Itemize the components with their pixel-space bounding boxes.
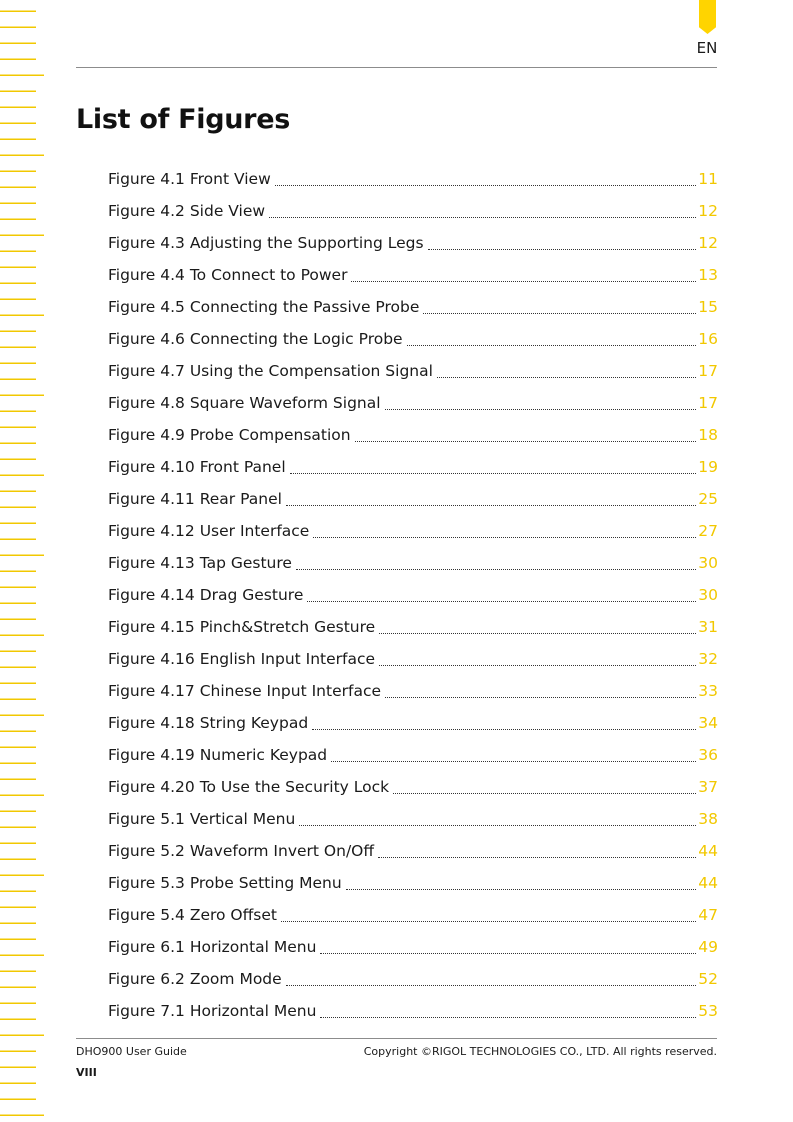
figure-entry-label: Figure 6.1 Horizontal Menu bbox=[108, 938, 317, 956]
figure-entry-label: Figure 6.2 Zoom Mode bbox=[108, 970, 282, 988]
figure-list-entry[interactable] bbox=[108, 454, 718, 486]
dot-leader bbox=[385, 696, 696, 698]
dot-leader bbox=[351, 280, 696, 282]
dot-leader bbox=[407, 344, 696, 346]
figure-list-entry[interactable] bbox=[108, 550, 718, 582]
figure-entry-page-link[interactable]: 30 bbox=[698, 586, 718, 604]
figure-list-entry[interactable] bbox=[108, 230, 718, 262]
dot-leader bbox=[307, 600, 696, 602]
figure-list-entry[interactable] bbox=[108, 806, 718, 838]
figure-entry-label: Figure 4.20 To Use the Security Lock bbox=[108, 778, 390, 796]
dot-leader bbox=[331, 760, 696, 762]
figure-entry-page-link[interactable]: 49 bbox=[698, 938, 718, 956]
dot-leader bbox=[269, 216, 696, 218]
dot-leader bbox=[379, 632, 696, 634]
dot-leader bbox=[378, 856, 696, 858]
figure-list-entry[interactable] bbox=[108, 646, 718, 678]
figure-entry-label: Figure 5.2 Waveform Invert On/Off bbox=[108, 842, 375, 860]
figure-entry-label: Figure 4.4 To Connect to Power bbox=[108, 266, 348, 284]
figure-entry-page-link[interactable]: 30 bbox=[698, 554, 718, 572]
figure-list bbox=[108, 166, 718, 1030]
dot-leader bbox=[385, 408, 696, 410]
figure-entry-page-link[interactable]: 13 bbox=[698, 266, 718, 284]
figure-entry-page-link[interactable]: 15 bbox=[698, 298, 718, 316]
dot-leader bbox=[379, 664, 696, 666]
language-code: EN bbox=[696, 39, 718, 57]
page-title: List of Figures bbox=[76, 104, 290, 135]
figure-list-entry[interactable] bbox=[108, 486, 718, 518]
dot-leader bbox=[428, 248, 696, 250]
figure-entry-label: Figure 4.14 Drag Gesture bbox=[108, 586, 304, 604]
side-ruler-major-ticks bbox=[0, 0, 44, 1122]
figure-list-entry[interactable] bbox=[108, 422, 718, 454]
figure-entry-label: Figure 4.8 Square Waveform Signal bbox=[108, 394, 381, 412]
figure-list-entry[interactable] bbox=[108, 902, 718, 934]
figure-entry-label: Figure 4.5 Connecting the Passive Probe bbox=[108, 298, 420, 316]
figure-entry-page-link[interactable]: 16 bbox=[698, 330, 718, 348]
figure-list-entry[interactable] bbox=[108, 518, 718, 550]
figure-entry-page-link[interactable]: 36 bbox=[698, 746, 718, 764]
language-tab-marker bbox=[699, 0, 716, 34]
header-divider bbox=[76, 67, 717, 68]
dot-leader bbox=[286, 984, 696, 986]
dot-leader bbox=[320, 952, 696, 954]
figure-entry-page-link[interactable]: 17 bbox=[698, 394, 718, 412]
dot-leader bbox=[281, 920, 696, 922]
figure-entry-page-link[interactable]: 19 bbox=[698, 458, 718, 476]
figure-list-entry[interactable] bbox=[108, 742, 718, 774]
figure-entry-label: Figure 4.6 Connecting the Logic Probe bbox=[108, 330, 403, 348]
dot-leader bbox=[346, 888, 696, 890]
figure-list-entry[interactable] bbox=[108, 390, 718, 422]
figure-list-entry[interactable] bbox=[108, 934, 718, 966]
dot-leader bbox=[313, 536, 696, 538]
figure-list-entry[interactable] bbox=[108, 294, 718, 326]
figure-entry-label: Figure 4.18 String Keypad bbox=[108, 714, 309, 732]
figure-entry-page-link[interactable]: 38 bbox=[698, 810, 718, 828]
figure-list-entry[interactable] bbox=[108, 198, 718, 230]
figure-list-entry[interactable] bbox=[108, 774, 718, 806]
footer-copyright: Copyright ©RIGOL TECHNOLOGIES CO., LTD. All rights reserved. bbox=[363, 1045, 717, 1058]
figure-list-entry[interactable] bbox=[108, 998, 718, 1030]
figure-entry-label: Figure 5.4 Zero Offset bbox=[108, 906, 277, 924]
figure-entry-label: Figure 4.19 Numeric Keypad bbox=[108, 746, 328, 764]
dot-leader bbox=[312, 728, 696, 730]
dot-leader bbox=[290, 472, 696, 474]
figure-entry-page-link[interactable]: 47 bbox=[698, 906, 718, 924]
figure-entry-label: Figure 4.7 Using the Compensation Signal bbox=[108, 362, 433, 380]
figure-list-entry[interactable] bbox=[108, 678, 718, 710]
figure-entry-page-link[interactable]: 25 bbox=[698, 490, 718, 508]
dot-leader bbox=[275, 184, 696, 186]
page-number: VIII bbox=[76, 1066, 97, 1079]
figure-entry-label: Figure 4.10 Front Panel bbox=[108, 458, 286, 476]
dot-leader bbox=[320, 1016, 696, 1018]
figure-entry-label: Figure 4.13 Tap Gesture bbox=[108, 554, 292, 572]
figure-list-entry[interactable] bbox=[108, 166, 718, 198]
dot-leader bbox=[423, 312, 696, 314]
figure-entry-page-link[interactable]: 52 bbox=[698, 970, 718, 988]
figure-entry-label: Figure 4.11 Rear Panel bbox=[108, 490, 282, 508]
figure-entry-label: Figure 5.1 Vertical Menu bbox=[108, 810, 296, 828]
figure-entry-label: Figure 4.2 Side View bbox=[108, 202, 266, 220]
dot-leader bbox=[299, 824, 696, 826]
figure-list-entry[interactable] bbox=[108, 870, 718, 902]
figure-entry-label: Figure 4.3 Adjusting the Supporting Legs bbox=[108, 234, 424, 252]
figure-entry-page-link[interactable]: 44 bbox=[698, 874, 718, 892]
figure-entry-label: Figure 4.15 Pinch&Stretch Gesture bbox=[108, 618, 376, 636]
figure-entry-label: Figure 4.17 Chinese Input Interface bbox=[108, 682, 381, 700]
figure-entry-page-link[interactable]: 33 bbox=[698, 682, 718, 700]
figure-entry-label: Figure 4.12 User Interface bbox=[108, 522, 310, 540]
dot-leader bbox=[393, 792, 696, 794]
figure-entry-page-link[interactable]: 12 bbox=[698, 234, 718, 252]
figure-list-entry[interactable] bbox=[108, 710, 718, 742]
figure-entry-page-link[interactable]: 12 bbox=[698, 202, 718, 220]
figure-list-entry[interactable] bbox=[108, 262, 718, 294]
figure-entry-page-link[interactable]: 27 bbox=[698, 522, 718, 540]
figure-entry-page-link[interactable]: 11 bbox=[698, 170, 718, 188]
dot-leader bbox=[296, 568, 696, 570]
figure-entry-page-link[interactable]: 17 bbox=[698, 362, 718, 380]
figure-list-entry[interactable] bbox=[108, 582, 718, 614]
figure-list-entry[interactable] bbox=[108, 326, 718, 358]
figure-list-entry[interactable] bbox=[108, 838, 718, 870]
figure-list-entry[interactable] bbox=[108, 966, 718, 998]
figure-entry-page-link[interactable]: 44 bbox=[698, 842, 718, 860]
figure-entry-page-link[interactable]: 53 bbox=[698, 1002, 718, 1020]
figure-entry-page-link[interactable]: 18 bbox=[698, 426, 718, 444]
dot-leader bbox=[355, 440, 696, 442]
figure-entry-page-link[interactable]: 31 bbox=[698, 618, 718, 636]
figure-entry-page-link[interactable]: 34 bbox=[698, 714, 718, 732]
dot-leader bbox=[437, 376, 696, 378]
figure-list-entry[interactable] bbox=[108, 614, 718, 646]
figure-entry-label: Figure 4.9 Probe Compensation bbox=[108, 426, 351, 444]
figure-entry-label: Figure 7.1 Horizontal Menu bbox=[108, 1002, 317, 1020]
figure-entry-page-link[interactable]: 32 bbox=[698, 650, 718, 668]
footer-doc-name: DHO900 User Guide bbox=[76, 1045, 187, 1058]
figure-entry-page-link[interactable]: 37 bbox=[698, 778, 718, 796]
figure-entry-label: Figure 5.3 Probe Setting Menu bbox=[108, 874, 342, 892]
footer-divider bbox=[76, 1038, 717, 1039]
figure-entry-label: Figure 4.16 English Input Interface bbox=[108, 650, 376, 668]
dot-leader bbox=[286, 504, 696, 506]
figure-list-entry[interactable] bbox=[108, 358, 718, 390]
figure-entry-label: Figure 4.1 Front View bbox=[108, 170, 271, 188]
